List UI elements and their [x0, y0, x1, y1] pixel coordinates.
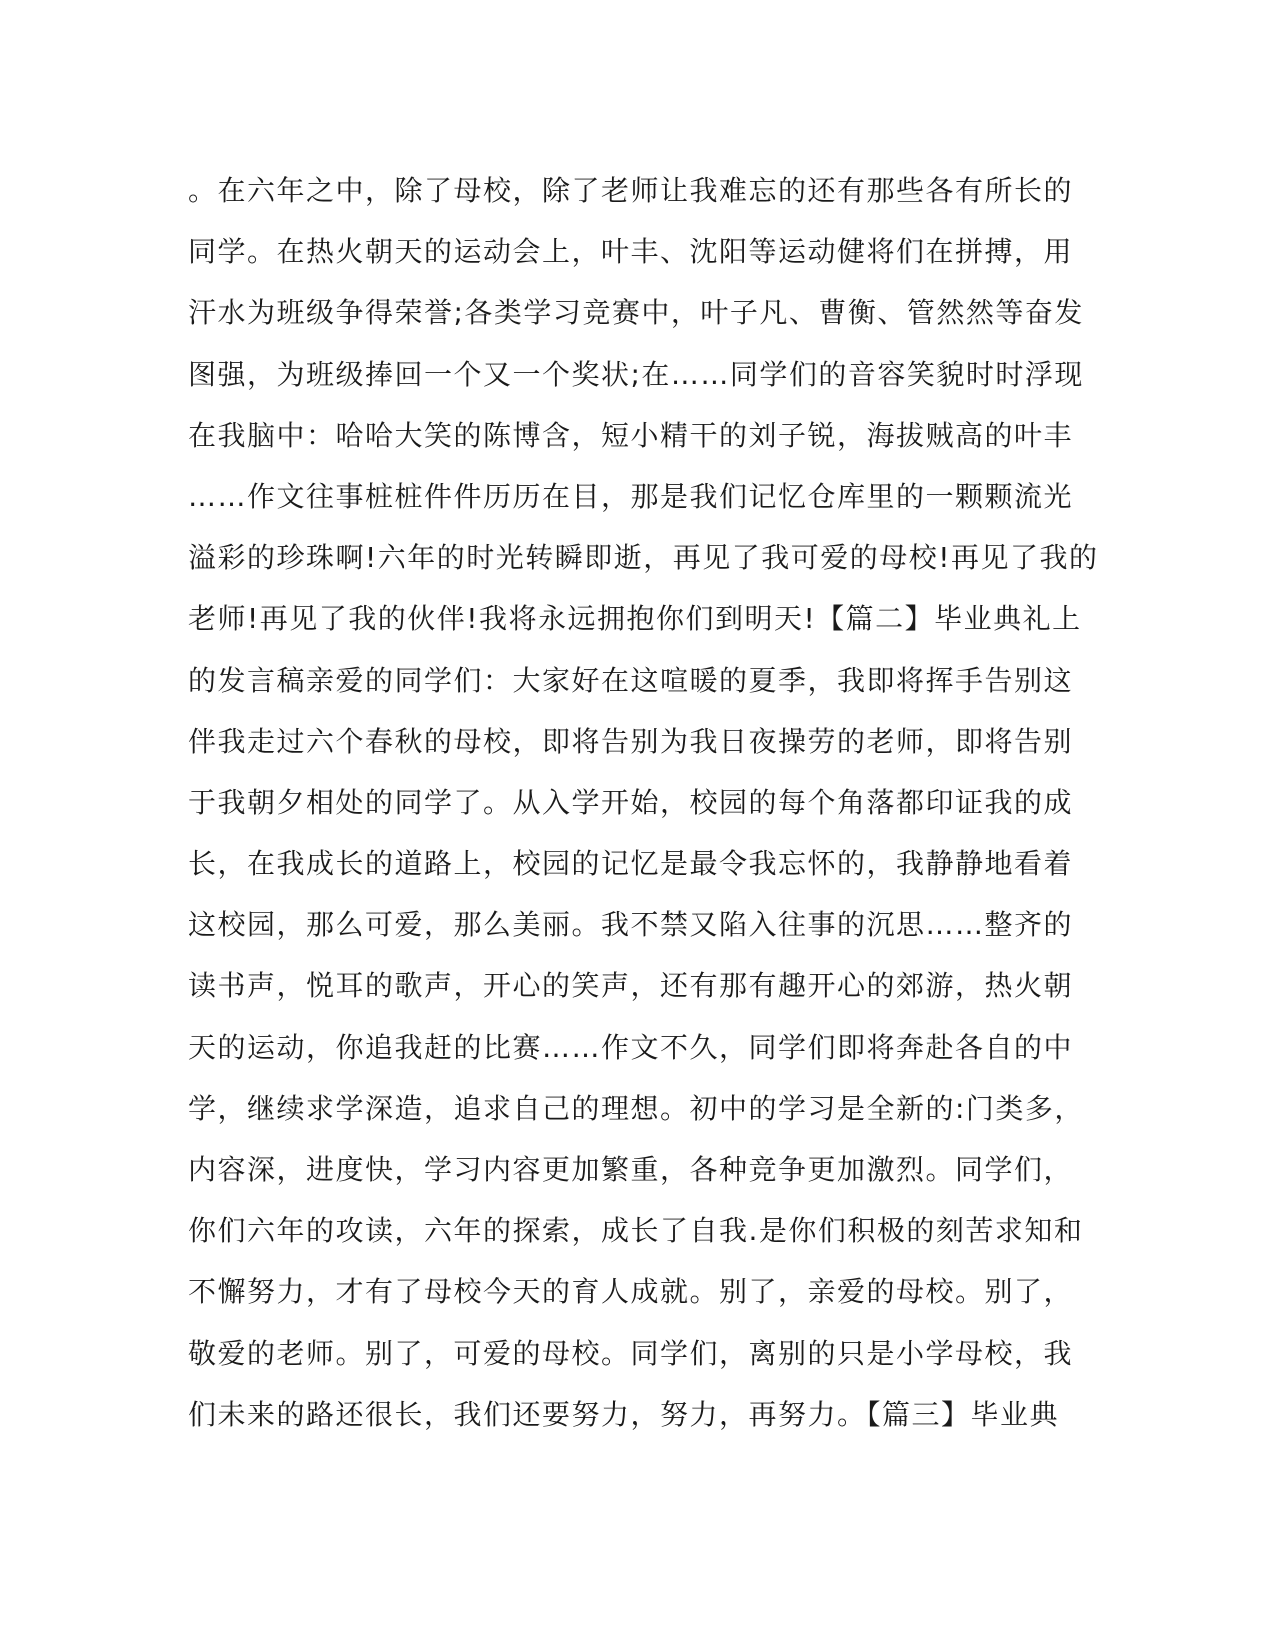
body-text — [188, 160, 1099, 1445]
text-line: 老师!再见了我的伙伴!我将永远拥抱你们到明天!【篇二】毕业典礼上 — [188, 602, 1082, 636]
text-line: 你们六年的攻读，六年的探索，成长了自我.是你们积极的刻苦求知和 — [188, 1214, 1084, 1248]
text-line: ……作文往事桩桩件件历历在目，那是我们记忆仓库里的一颗颗流光 — [188, 479, 1074, 513]
text-line: 汗水为班级争得荣誉;各类学习竞赛中，叶子凡、曹衡、管然然等奋发 — [188, 296, 1084, 330]
text-line: 溢彩的珍珠啊!六年的时光转瞬即逝，再见了我可爱的母校!再见了我的 — [188, 541, 1099, 575]
text-line: 天的运动，你追我赶的比赛……作文不久，同学们即将奔赴各自的中 — [188, 1030, 1074, 1064]
text-line: 于我朝夕相处的同学了。从入学开始，校园的每个角落都印证我的成 — [188, 785, 1074, 819]
text-line: 同学。在热火朝天的运动会上，叶丰、沈阳等运动健将们在拼搏，用 — [188, 235, 1074, 269]
text-line: 们未来的路还很长，我们还要努力，努力，再努力。【篇三】毕业典 — [188, 1397, 1060, 1431]
text-line: 内容深，进度快，学习内容更加繁重，各种竞争更加激烈。同学们， — [188, 1153, 1074, 1186]
text-line: 长，在我成长的道路上，校园的记忆是最令我忘怀的，我静静地看着 — [188, 847, 1074, 881]
text-line: 敬爱的老师。别了，可爱的母校。同学们，离别的只是小学母校，我 — [188, 1336, 1074, 1370]
text-line: 的发言稿亲爱的同学们：大家好在这喧暖的夏季，我即将挥手告别这 — [188, 663, 1074, 697]
text-line: 图强，为班级捧回一个又一个奖状;在……同学们的音容笑貌时时浮现 — [188, 357, 1084, 391]
text-line: 伴我走过六个春秋的母校，即将告别为我日夜操劳的老师，即将告别 — [188, 724, 1074, 758]
text-line: 学，继续求学深造，追求自己的理想。初中的学习是全新的:门类多， — [188, 1091, 1084, 1125]
text-line: 。在六年之中，除了母校，除了老师让我难忘的还有那些各有所长的 — [188, 174, 1074, 207]
text-line: 这校园，那么可爱，那么美丽。我不禁又陷入往事的沉思……整齐的 — [188, 908, 1074, 942]
text-line: 在我脑中：哈哈大笑的陈博含，短小精干的刘子锐，海拔贼高的叶丰 — [188, 418, 1074, 452]
text-line: 不懈努力，才有了母校今天的育人成就。别了，亲爱的母校。别了， — [188, 1275, 1074, 1309]
text-line: 读书声，悦耳的歌声，开心的笑声，还有那有趣开心的郊游，热火朝 — [188, 969, 1074, 1003]
